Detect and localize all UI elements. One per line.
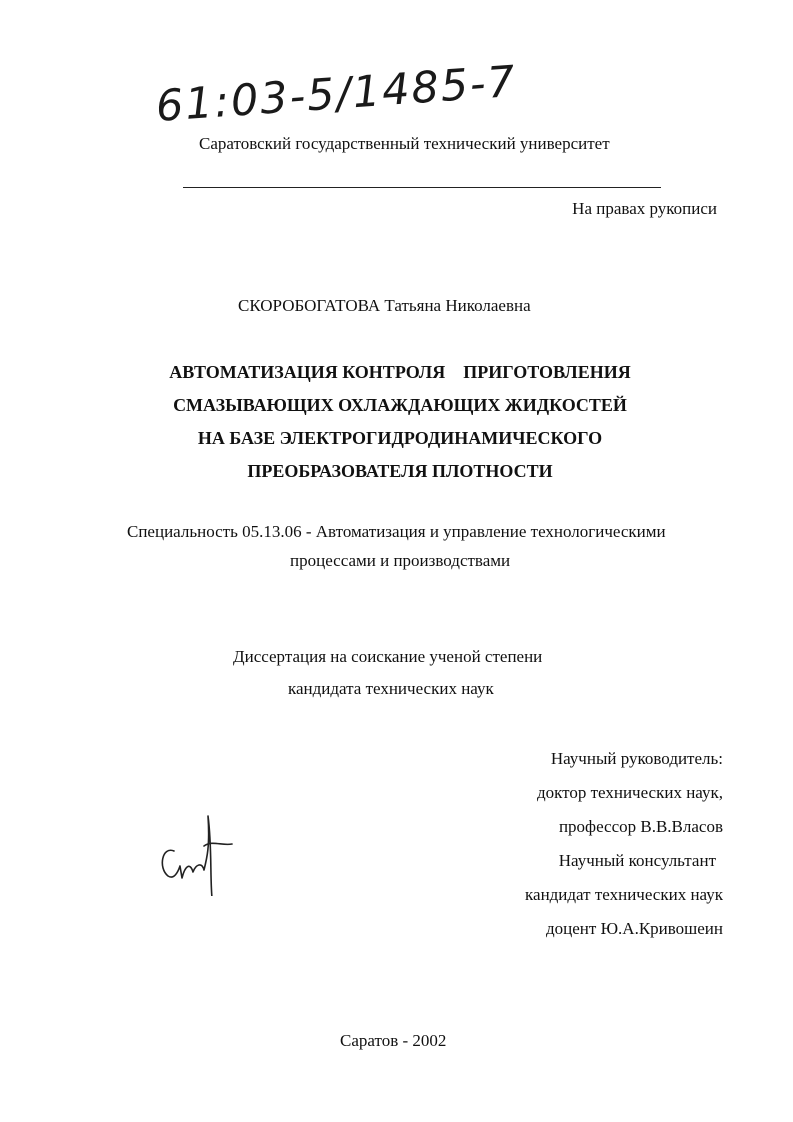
- advisor-line: доктор технических наук,: [536, 783, 723, 802]
- advisor-line: профессор В.В.Власов: [558, 817, 723, 836]
- advisor-line: Научный консультант: [558, 851, 716, 870]
- dissertation-title: [150, 356, 650, 488]
- advisor-line: Научный руководитель:: [550, 749, 723, 768]
- city-year: Саратов - 2002: [340, 1031, 447, 1050]
- title-line: ПРЕОБРАЗОВАТЕЛЯ ПЛОТНОСТИ: [247, 461, 553, 481]
- advisor-line: доцент Ю.А.Кривошеин: [546, 919, 723, 938]
- dissertation-degree-line-2: кандидата технических наук: [288, 679, 494, 698]
- title-line: СМАЗЫВАЮЩИХ ОХЛАЖДАЮЩИХ ЖИДКОСТЕЙ: [173, 395, 627, 415]
- handwritten-code: 61:03-5/1485-7: [154, 56, 519, 132]
- dissertation-degree-line-1: Диссертация на соискание ученой степени: [233, 647, 543, 666]
- manuscript-rights: На правах рукописи: [572, 199, 717, 218]
- specialty-line-2: процессами и производствами: [290, 551, 511, 570]
- specialty-line-1: Специальность 05.13.06 - Автоматизация и управление технологическими: [127, 522, 666, 541]
- author-name: СКОРОБОГАТОВА Татьяна Николаевна: [238, 296, 531, 315]
- advisor-line: кандидат технических наук: [525, 885, 723, 904]
- signature: [152, 806, 242, 896]
- advisors-block: [463, 742, 723, 946]
- title-line: АВТОМАТИЗАЦИЯ КОНТРОЛЯ ПРИГОТОВЛЕНИЯ: [169, 362, 631, 382]
- university-name: Саратовский государственный технический университет: [199, 134, 610, 153]
- title-line: НА БАЗЕ ЭЛЕКТРОГИДРОДИНАМИЧЕСКОГО: [197, 428, 603, 448]
- divider-line: [183, 187, 661, 188]
